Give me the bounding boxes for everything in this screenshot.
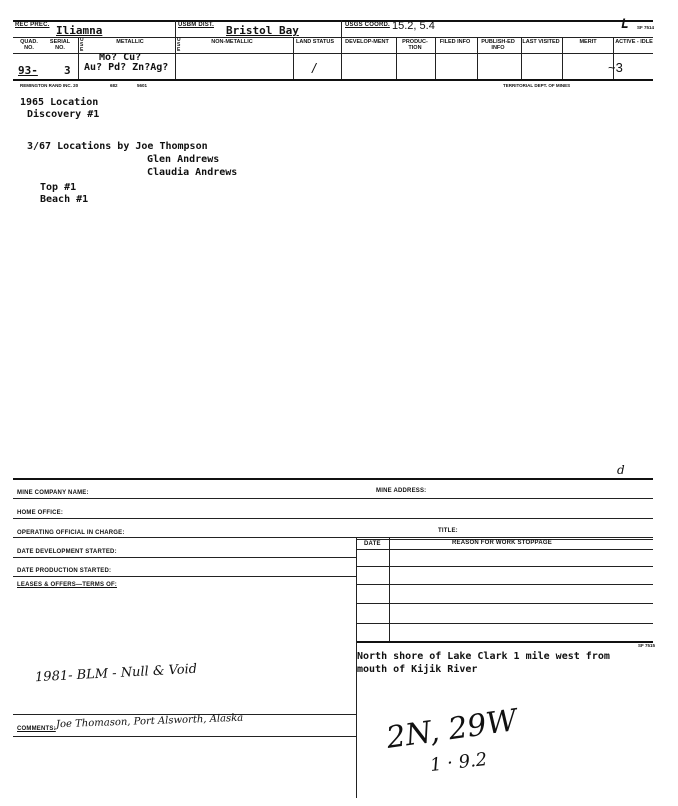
reason-col-header: REASON FOR WORK STOPPAGE xyxy=(452,540,552,546)
col-merit: MERIT xyxy=(579,39,597,45)
comments-label: COMMENTS: xyxy=(17,726,56,732)
home-office-label: HOME OFFICE: xyxy=(17,510,64,516)
metallic-line2: Au? Pd? Zn?Ag? xyxy=(84,62,169,73)
col-metallic: METALLIC xyxy=(116,39,144,45)
stoppage-row-rule xyxy=(357,623,653,624)
col-serial-no: SERIAL NO. xyxy=(49,39,71,51)
location-line1: North shore of Lake Clark 1 mile west from xyxy=(357,651,610,662)
header-top-rule xyxy=(13,20,653,22)
col-active-idle: ACTIVE - IDLE xyxy=(615,39,653,45)
active-mark: ~3 xyxy=(608,60,623,75)
divider xyxy=(78,37,79,79)
form-rule xyxy=(13,537,653,538)
quad-value: 93- xyxy=(18,64,38,77)
divider xyxy=(175,20,176,37)
mine-address-label: MINE ADDRESS: xyxy=(376,488,427,494)
col-development: DEVELOP-MENT xyxy=(345,39,389,45)
col-filed-info: FILED INFO xyxy=(439,39,471,45)
note-line1: 1965 Location xyxy=(20,97,99,108)
stoppage-row-rule xyxy=(357,566,653,567)
row-bottom-rule xyxy=(13,79,653,81)
usgs-coord-label: USGS COORD. xyxy=(345,22,390,28)
stoppage-bottom-rule xyxy=(357,641,653,643)
note-line2: Discovery #1 xyxy=(27,109,100,120)
mine-company-label: MINE COMPANY NAME: xyxy=(17,490,89,496)
mark-d: d xyxy=(617,463,625,477)
land-status-mark: / xyxy=(312,60,316,76)
usbm-dist-label: USBM DIST. xyxy=(178,22,215,28)
col-land-status: LAND STATUS xyxy=(296,39,334,45)
printer-code1: 682 xyxy=(110,83,118,88)
header-rule xyxy=(13,37,653,38)
form-rule xyxy=(13,518,653,519)
prod-started-label: DATE PRODUCTION STARTED: xyxy=(17,568,112,574)
divider xyxy=(341,20,342,37)
col-published-info: PUBLISH-ED INFO xyxy=(481,39,515,51)
stoppage-row-rule xyxy=(357,603,653,604)
col-production: PRODUC-TION xyxy=(402,39,428,51)
date-col-header: DATE xyxy=(364,541,381,547)
usbm-dist-value: Bristol Bay xyxy=(226,24,299,37)
territorial-dept: TERRITORIAL DEPT. OF MINES xyxy=(503,83,571,88)
dev-started-label: DATE DEVELOPMENT STARTED: xyxy=(17,549,117,555)
divider xyxy=(175,37,176,79)
location-line2: mouth of Kijik River xyxy=(357,664,478,675)
leases-handwritten-note: 1981- BLM - Null & Void xyxy=(34,661,198,686)
form-rule xyxy=(13,498,653,499)
col-last-visited: LAST VISITED xyxy=(522,39,560,45)
form-rule xyxy=(13,478,653,480)
rec-prec-value: Iliamna xyxy=(56,24,103,37)
stoppage-row-rule xyxy=(357,584,653,585)
title-label: TITLE: xyxy=(438,528,458,534)
stoppage-row-rule xyxy=(357,549,653,550)
form-rule xyxy=(13,576,356,577)
printer-info: REMINGTON RAND INC. 20 xyxy=(20,83,79,88)
corner-letter: L xyxy=(621,17,629,32)
note-line4: Glen Andrews xyxy=(147,154,220,165)
metallic-line1: Mo? Cu? xyxy=(99,52,142,63)
u-s-e-marker-2: U S E xyxy=(177,37,181,53)
comments-handwritten: Joe Thomason, Port Alsworth, Alaska xyxy=(55,712,244,731)
note-line7: Beach #1 xyxy=(40,194,89,205)
form-rule xyxy=(13,736,356,737)
note-line3: 3/67 Locations by Joe Thompson xyxy=(27,141,208,152)
note-line5: Claudia Andrews xyxy=(147,167,238,178)
serial-value: 3 xyxy=(64,64,71,77)
form-number-2: SF 7515 xyxy=(638,643,656,648)
location-sub-handwritten: 1 · 9.2 xyxy=(429,749,489,776)
form-number: SF 7514 xyxy=(637,25,655,30)
note-line6: Top #1 xyxy=(40,182,77,193)
operating-official-label: OPERATING OFFICIAL IN CHARGE: xyxy=(17,530,125,536)
usgs-coord-value: 15.2, 5.4 xyxy=(392,20,435,32)
col-quad-no: QUAD. NO. xyxy=(20,39,38,51)
location-code-handwritten: 2N, 29W xyxy=(384,703,520,756)
form-rule xyxy=(13,557,356,558)
col-non-metallic: NON-METALLIC xyxy=(211,39,253,45)
rec-prec-label: REC PREC. xyxy=(15,22,50,28)
u-s-e-marker: U S E xyxy=(80,37,84,53)
leases-label: LEASES & OFFERS—TERMS OF: xyxy=(17,582,118,588)
stoppage-date-divider xyxy=(389,537,390,641)
printer-code2: 5601 xyxy=(137,83,148,88)
